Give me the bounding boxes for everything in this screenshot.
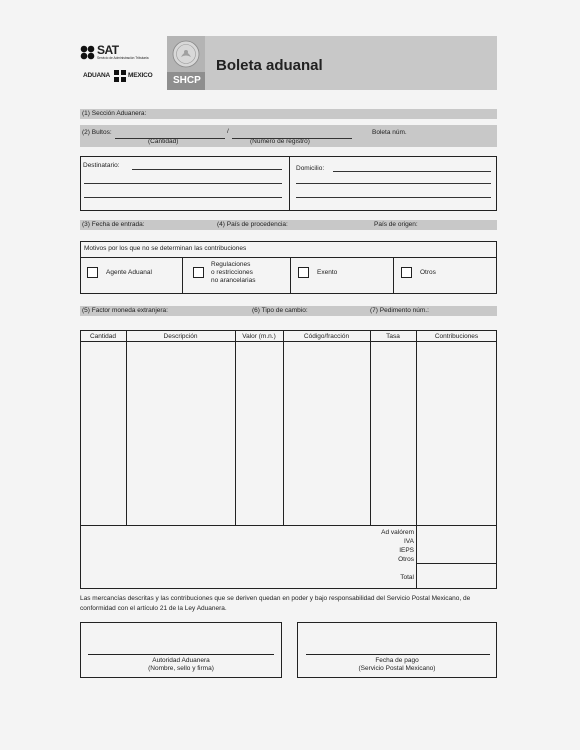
- total-otros-label: Otros: [398, 556, 414, 563]
- autoridad-signature-line: [88, 654, 274, 655]
- mexico-seal-icon: [172, 40, 200, 68]
- page-title: Boleta aduanal: [216, 57, 323, 74]
- fecha-pago-sublabel: (Servicio Postal Mexicano): [358, 665, 436, 672]
- domicilio-field-1[interactable]: [333, 171, 491, 172]
- total-label: Total: [400, 574, 414, 581]
- otros-label: Otros: [420, 269, 436, 276]
- pais-origen-label: País de origen:: [374, 221, 418, 228]
- fecha-pago-label: Fecha de pago: [375, 657, 419, 664]
- regulaciones-checkbox[interactable]: [193, 267, 204, 278]
- th-tasa: Tasa: [386, 333, 400, 340]
- section-aduanera-bar: [80, 109, 497, 119]
- autoridad-sublabel: (Nombre, sello y firma): [148, 665, 214, 672]
- motivos-col-1: [182, 257, 183, 294]
- aduana-mexico-logo: [83, 70, 165, 82]
- aduana-label: ADUANA: [83, 72, 110, 79]
- domicilio-field-3[interactable]: [296, 197, 491, 198]
- agente-aduanal-checkbox[interactable]: [87, 267, 98, 278]
- fecha-pago-line: [306, 654, 490, 655]
- motivos-title: Motivos por los que no se determinan las contribuciones: [84, 245, 247, 252]
- th-contribuciones: Contribuciones: [434, 333, 479, 340]
- legal-text: Las mercancías descritas y las contribuciones que se deriven quedan en poder y bajo responsabilidad del Servicio Postal Mexicano, de conformidad con el artículo 21 de la Ley Aduanera.: [80, 595, 471, 612]
- domicilio-field-2[interactable]: [296, 183, 491, 184]
- motivos-col-3: [393, 257, 394, 294]
- registro-caption: (Número de registro): [250, 138, 310, 145]
- exento-label: Exento: [317, 269, 338, 276]
- table-totals-divider: [80, 525, 497, 526]
- bultos-registro-field[interactable]: [232, 138, 352, 139]
- sat-subtitle: Servicio de Administración Tributaria: [97, 56, 149, 60]
- destinatario-field-1[interactable]: [132, 169, 282, 170]
- bultos-bar: [80, 125, 497, 147]
- destinatario-field-2[interactable]: [84, 183, 282, 184]
- motivos-col-2: [290, 257, 291, 294]
- total-ad-valorem-label: Ad valórem: [381, 529, 414, 536]
- exento-checkbox[interactable]: [298, 267, 309, 278]
- th-codigo: Código/fracción: [303, 333, 350, 340]
- tipo-cambio-label: (6) Tipo de cambio:: [252, 307, 308, 314]
- boleta-label: Boleta núm.: [372, 129, 407, 136]
- bultos-label: (2) Bultos:: [82, 129, 112, 136]
- factor-tipo-bar: [80, 306, 497, 316]
- th-valor: Valor (m.n.): [242, 333, 276, 340]
- mexico-label: MEXICO: [128, 72, 153, 79]
- destinatario-field-3[interactable]: [84, 197, 282, 198]
- cantidad-caption: (Cantidad): [148, 138, 179, 145]
- th-descripcion: Descripción: [163, 333, 198, 340]
- motivos-divider: [80, 257, 497, 258]
- total-iva-label: IVA: [404, 538, 414, 545]
- otros-checkbox[interactable]: [401, 267, 412, 278]
- pais-procedencia-label: (4) País de procedencia:: [217, 221, 288, 228]
- bultos-cantidad-field[interactable]: [115, 138, 225, 139]
- col-divider-2: [235, 330, 236, 525]
- totals-separator: [416, 563, 497, 564]
- merchandise-table: [80, 330, 497, 589]
- col-divider-5: [416, 330, 417, 589]
- recipient-divider: [289, 156, 290, 211]
- domicilio-label: Domicilio:: [296, 165, 325, 172]
- fecha-pais-bar: [80, 220, 497, 230]
- shcp-label: SHCP: [173, 75, 201, 86]
- pedimento-label: (7) Pedimento núm.:: [370, 307, 429, 314]
- col-divider-1: [126, 330, 127, 525]
- table-header-divider: [80, 341, 497, 342]
- col-divider-3: [283, 330, 284, 525]
- bultos-slash: /: [227, 128, 229, 135]
- autoridad-label: Autoridad Aduanera: [152, 657, 210, 664]
- aduana-mark-icon: [114, 70, 126, 82]
- destinatario-label: Destinatario:: [83, 162, 120, 169]
- sat-logo: [80, 44, 166, 62]
- total-ieps-label: IEPS: [399, 547, 414, 554]
- sat-mark-icon: [80, 45, 95, 60]
- section-aduanera-label: (1) Sección Aduanera:: [82, 110, 147, 117]
- fecha-entrada-label: (3) Fecha de entrada:: [82, 221, 145, 228]
- regulaciones-label: Regulaciones o restricciones no arancelarias: [211, 261, 256, 284]
- agente-aduanal-label: Agente Aduanal: [106, 269, 152, 276]
- factor-moneda-label: (5) Factor moneda extranjera:: [82, 307, 168, 314]
- sat-label: SAT: [97, 43, 119, 57]
- col-divider-4: [370, 330, 371, 525]
- th-cantidad: Cantidad: [89, 333, 117, 340]
